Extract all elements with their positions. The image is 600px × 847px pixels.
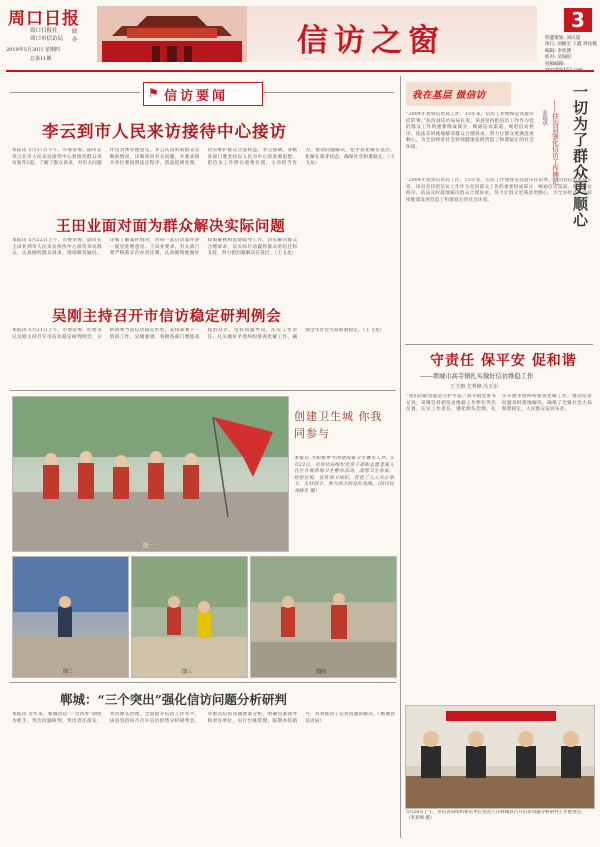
photo-caption: 图三 — [182, 669, 193, 675]
credits — [545, 36, 600, 74]
r1-subtitle: ——扶沟县强化信访工作侧记 — [551, 100, 559, 185]
credit-line: 编辑: 李勇博 — [545, 48, 571, 54]
article3-title: 吴刚主持召开市信访稳定研判例会 — [52, 308, 282, 325]
photo-caption: 图二 — [63, 669, 74, 675]
section-banner — [97, 6, 537, 62]
section-heading: 信访要闻 — [164, 89, 229, 104]
total-issue: 总第11期 — [30, 56, 52, 62]
article3-body: 本报讯 5月21日上午，市委常委、纪委书记吴刚主持召开市信访稳定研判例会，分析研判当前信访稳定形势，安排部署下一阶段工作。吴刚强调，各级各部门要提高政治站位，坚持问题导向，压实工作责任，扎实做好矛盾纠纷排查化解工作，确保全市社会大局和谐稳定。（王飞龙） — [12, 328, 385, 340]
cleanup-illustration — [13, 557, 128, 677]
divider — [10, 390, 396, 391]
article2-title: 王田业面对面为群众解决实际问题 — [56, 218, 286, 235]
masthead — [0, 0, 600, 72]
editor-line: 周口市信访局 — [30, 36, 64, 42]
column-divider — [400, 76, 401, 838]
r2-title: 守责任 保平安 促和谐 — [430, 353, 577, 369]
page-number: 3 — [571, 8, 585, 32]
credit-line: 特邀策划: 刘庆超 — [545, 36, 581, 41]
page-number-box — [564, 8, 592, 32]
editor-line: 周口日报社 — [30, 28, 58, 34]
article4-body: 本报讯 为积极参与创建国家卫生城市工作，5月23日，市信访局组织党员干部和志愿者深入社区开展环境卫生整治活动，清理卫生死角，捡拾垃圾，宣传创卫知识，营造了人人关心创卫、支持创卫、参与创卫的良好氛围。（信访局 刘晓光 摄） — [294, 456, 394, 494]
article1-body: 本报讯 5月17日下午，市委常委、副市长李云在市人民来访接待中心机接待群众来访案件2起，了解了群众诉求，对有关问题作出具体办理意见。李云认真听取群众反映的情况，详细询问有关问题，并要求相关单位要按照法定程序，依法依规处理，切实维护群众合法权益。李云强调，各级各部门要坚持以人民为中心的发展思想，把信访工作摆在重要位置，主动担当作为，推动问题解决，把矛盾化解在基层，化解在萌芽状态，确保社会和谐稳定。（王飞龙） — [12, 148, 395, 167]
r1-body-continued: “2004年我到信访局工作，15年来，信访工作始终是我最牵挂的事。”扶沟县信访局局长说，该县坚持把信访工作作为党的群众工作的重要组成部分，畅通信访渠道，规范信访秩序，依法及时就地解决群众合理诉求，努力让群众更满意更顺心，为全县经济社会持续健康发展营造了和谐稳定的社会环境。 — [406, 178, 592, 203]
photo-caption: 图四 — [316, 669, 327, 675]
feature-badge — [406, 82, 511, 106]
paper-name: 周口日报 — [8, 9, 80, 29]
r1-body-cont — [406, 178, 592, 338]
divider — [405, 344, 593, 345]
credit-line: 校对: 吴海阳 — [545, 55, 571, 61]
cleanup-photo-4 — [250, 556, 397, 678]
credit-line: 投稿邮箱: — [545, 61, 565, 67]
meeting-illustration — [406, 706, 594, 808]
r1-body: “2004年我到信访局工作，15年来，信访工作始终是我最牵挂的事。”扶沟县信访局局长说，该县坚持把信访工作作为党的群众工作的重要组成部分，畅通信访渠道，规范信访秩序，依法及时就地解决群众合理诉求，努力让群众更满意更顺心，为全县经济社会持续健康发展营造了和谐稳定的社会环境。 — [406, 112, 534, 150]
article4-title — [294, 408, 394, 442]
editor-lines-joint: 联办 — [72, 29, 78, 43]
cleanup-photo-3 — [131, 556, 248, 678]
article5-body: 本报讯 近年来，郸城县以“一会四办”制度为抓手，突出问题研判，突出责任落实，突出源头治理，全面提升信访工作水平。该县坚持每月召开信访形势分析研判会，对重点信访问题逐案分析，明确包案领导和责任单位，实行台账管理，限期办结销号，有效推动了信访问题的解决。（郸城县信访局） — [12, 712, 395, 724]
flag-icon: ⚑ — [148, 86, 159, 100]
cleanup-illustration — [132, 557, 247, 677]
meeting-photo — [405, 705, 595, 809]
photo-caption: 图一 — [143, 543, 154, 549]
volunteers-illustration — [13, 397, 288, 551]
r1-author: 张瑞华 — [541, 110, 547, 127]
r1-title: 一切为了群众更顺心 — [571, 84, 589, 228]
badge-text: 我在基层 做信访 — [412, 90, 486, 101]
r2-author: 王玉朝 尤秀峰 冯玉东 — [450, 384, 499, 390]
editor-lines — [30, 27, 63, 43]
article5-title: 郸城：“三个突出”强化信访问题分析研判 — [60, 692, 287, 707]
divider — [10, 682, 396, 683]
section-heading-box — [143, 82, 263, 106]
article2-body: 本报讯 5月22日上午，市委常委、副市长王田业到市人民来访接待中心接待来访群众，认真倾听群众诉求，现场解答疑问，详细了解案件情况，对每一起信访案件逐一提出处理意见。王田业要求，有关部门要严格落实首办责任制，认真细致地做好政策解释和思想疏导工作，切实解决群众合理诉求，以实际行动赢得群众的信任和支持，努力把问题解决在基层。（王飞龙） — [12, 238, 298, 257]
volunteer-group-photo — [12, 396, 289, 552]
cleanup-photo-2 — [12, 556, 129, 678]
heading-rule — [264, 92, 394, 93]
heading-rule — [10, 92, 140, 93]
masthead-rule — [6, 70, 594, 72]
tiananmen-illustration — [97, 6, 247, 62]
credit-line: 执行: 刘楠宏 王鑫 周汝薇 — [545, 42, 597, 48]
section-title: 信访之窗 — [297, 23, 445, 59]
r2-body: “我们的职责就是守护平安。”高寺镇党委书记说，该镇坚持把信访维稳工作摆在突出位置，压实工作责任，强化源头治理，扎实开展矛盾纠纷排查化解工作，推动信访问题及时就地解决，确保了全镇社会大局和谐稳定，人民群众安居乐业。 — [406, 394, 592, 413]
article4-title-text: 创建卫生城 你我同参与 — [294, 410, 383, 440]
article1-title: 李云到市人民来访接待中心接访 — [42, 122, 287, 141]
date-line: 2019年5月30日 星期四 — [6, 47, 60, 53]
r2-subtitle: ——项城市高寺镇扎实做好信访维稳工作 — [420, 373, 534, 380]
meeting-photo-caption: 5月28日上午，市信访局组织相关单位负责人在郸城县召开信访问题分析研判工作推进会。（李亚峰 摄） — [406, 810, 586, 822]
cleanup-illustration — [251, 557, 396, 677]
